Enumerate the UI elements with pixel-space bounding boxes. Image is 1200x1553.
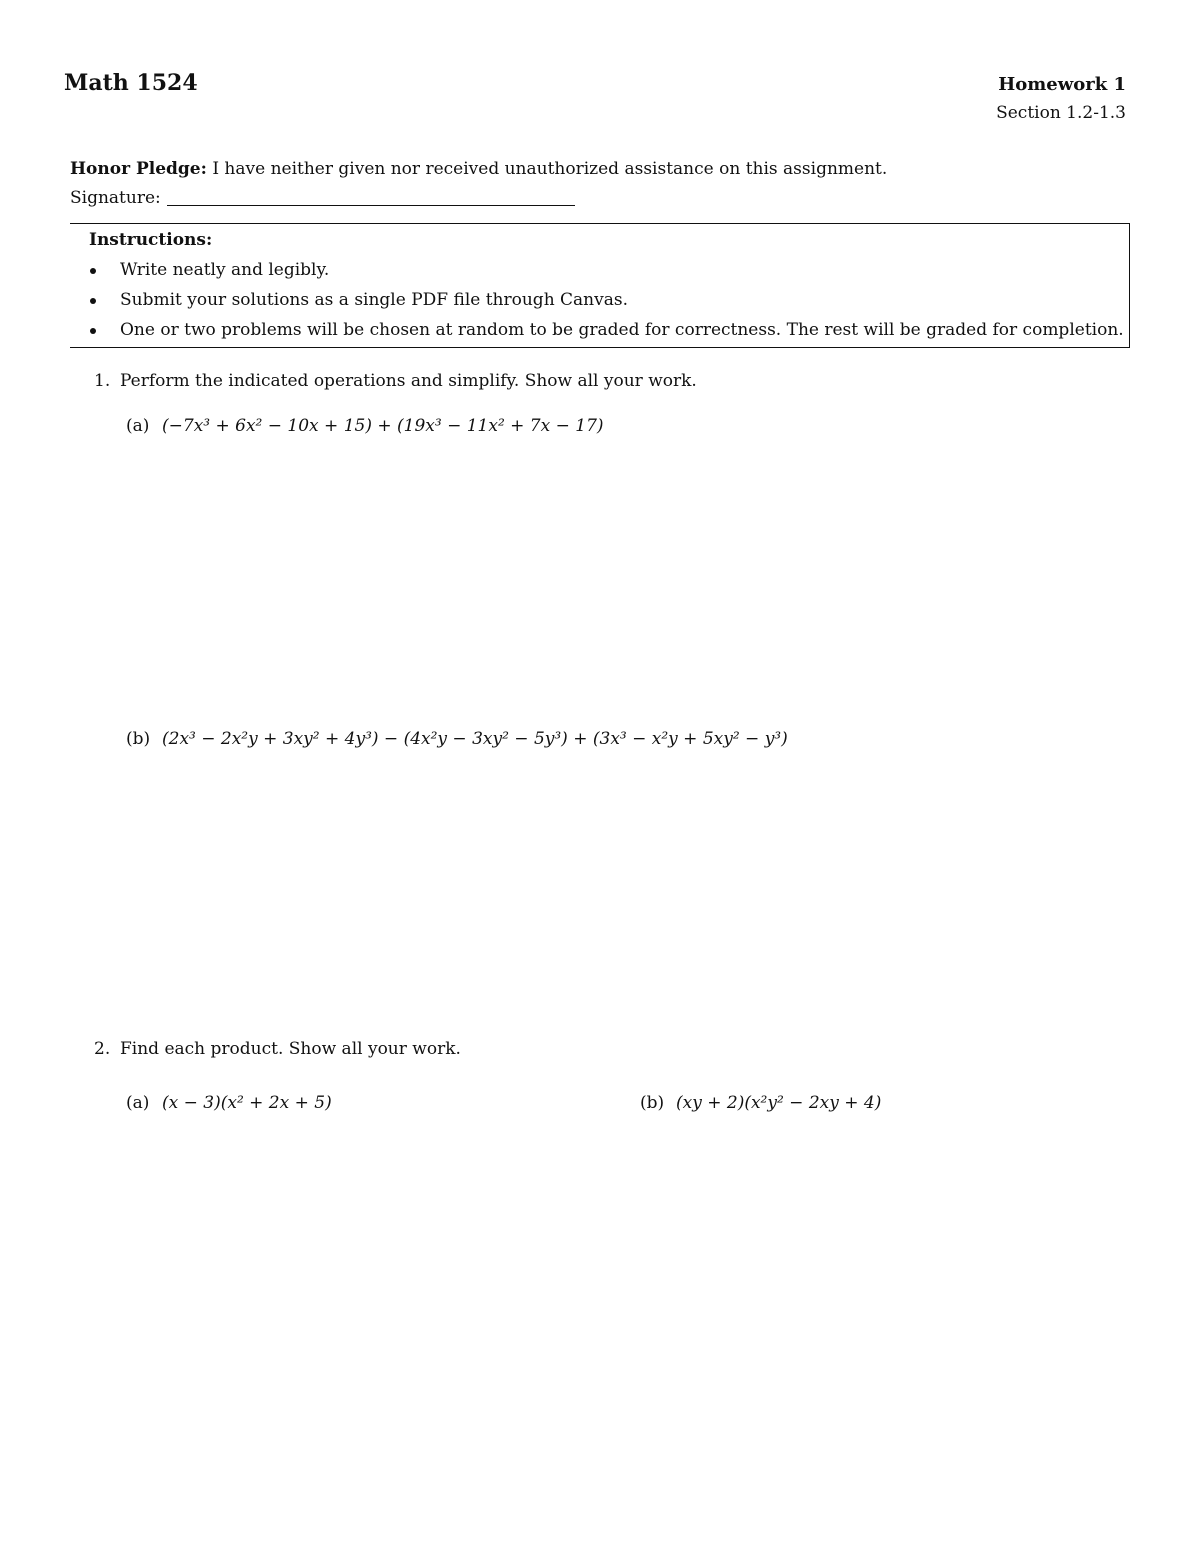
part-label: (a): [126, 416, 150, 436]
honor-pledge: [70, 159, 887, 179]
problem-2b: [640, 1093, 881, 1113]
instruction-text: One or two problems will be chosen at random to be graded for correctness. The rest will be graded for completion.: [120, 320, 1124, 340]
problem-prompt: Perform the indicated operations and simplify. Show all your work.: [120, 371, 697, 391]
instructions-box: [70, 223, 1130, 348]
bullet-icon: [89, 290, 120, 310]
course-title: Math 1524: [64, 70, 198, 96]
math-expression: (−7x³ + 6x² − 10x + 15) + (19x³ − 11x² + 7x − 17): [162, 416, 604, 436]
part-label: (b): [126, 729, 151, 749]
bullet-icon: [89, 260, 120, 280]
list-item: [89, 320, 1124, 350]
assignment-title: Homework 1: [998, 74, 1126, 95]
signature-row: [70, 188, 575, 208]
part-label: (b): [640, 1093, 665, 1113]
list-item: [89, 290, 1124, 320]
problem-1b: [126, 729, 788, 749]
signature-label: Signature:: [70, 188, 161, 208]
problem-2a: [126, 1093, 332, 1113]
pledge-label: Honor Pledge:: [70, 159, 207, 179]
list-item: [89, 260, 1124, 290]
signature-line[interactable]: [167, 205, 575, 206]
instruction-text: Submit your solutions as a single PDF file through Canvas.: [120, 290, 628, 310]
bullet-icon: [89, 320, 120, 340]
problem-number: 2.: [94, 1039, 111, 1059]
problem-prompt: Find each product. Show all your work.: [120, 1039, 461, 1059]
math-expression: (x − 3)(x² + 2x + 5): [162, 1093, 332, 1113]
section-label: Section 1.2-1.3: [996, 103, 1126, 123]
problem-1a: [126, 416, 604, 436]
instructions-heading: Instructions:: [89, 230, 213, 250]
problem-number: 1.: [94, 371, 111, 391]
math-expression: (xy + 2)(x²y² − 2xy + 4): [676, 1093, 882, 1113]
math-expression: (2x³ − 2x²y + 3xy² + 4y³) − (4x²y − 3xy² − 5y³) + (3x³ − x²y + 5xy² − y³): [162, 729, 788, 749]
pledge-text: I have neither given nor received unauthorized assistance on this assignment.: [212, 159, 888, 179]
instructions-list: [89, 260, 1124, 350]
part-label: (a): [126, 1093, 150, 1113]
problem-2: [94, 1039, 461, 1059]
problem-1: [94, 371, 697, 391]
instruction-text: Write neatly and legibly.: [120, 260, 330, 280]
